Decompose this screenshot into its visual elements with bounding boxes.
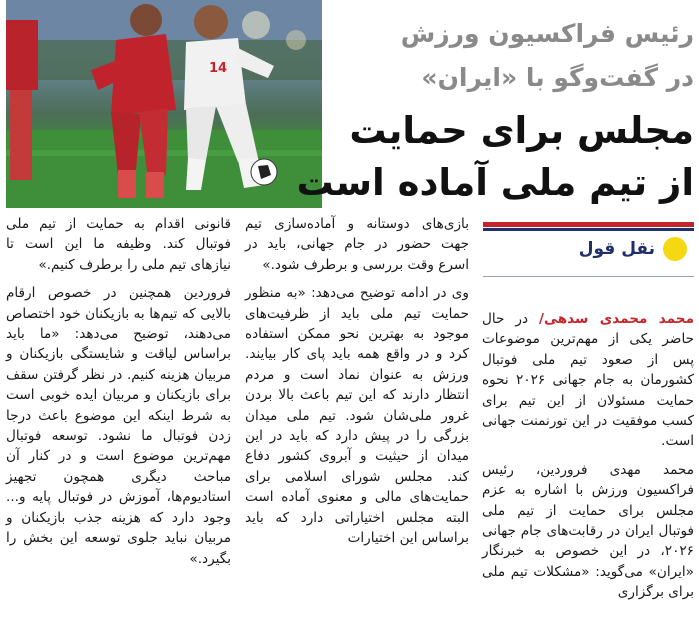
quote-section-label xyxy=(579,237,687,261)
section-divider xyxy=(483,276,694,277)
yellow-dot-icon xyxy=(663,237,687,261)
section-bar-navy xyxy=(483,228,694,231)
paragraph: فروردین همچنین در خصوص ارقام بالایی که تیم‌ها به بازیکنان خود اختصاص می‌دهند، توضیح می‌دهد: «ما باید براساس لیاقت و شایستگی بازیکنان و مربیان هزینه کنیم. در نظر گرفتن سقف برای بازیکنان و مربیان ایده خوبی است به شرط اینکه این موضوع باعث درجا زدن فوتبال ما نشود. توسعه فوتبال مهم‌ترین موضوع است و در کنار آن مباحث دیگری همچون تجهیز استادیوم‌ها، آموزش در فوتبال پایه و... وجود دارد که هزینه جذب بازیکنان و مربیان نباید جلوی توسعه این بخش را بگیرد.» xyxy=(6,285,231,567)
quote-section-text: نقل قول xyxy=(578,239,655,259)
headline-line-2: از تیم ملی آماده است xyxy=(296,161,694,204)
paragraph: بازی‌های دوستانه و آماده‌سازی تیم جهت حضور در جام جهانی، باید در اسرع وقت بررسی و برطرف شود.» xyxy=(245,216,469,273)
article-photo xyxy=(6,0,322,208)
article-column-3 xyxy=(6,214,231,569)
paragraph: وی در ادامه توضیح می‌دهد: «به منظور حمایت تیم ملی باید از ظرفیت‌های موجود به بهترین نحو ممکن استفاده کرد و در واقع همه باید پای کار بیایند. ورزش به عنوان نماد است و مردم انتظار دارند که این تیم باعث بالا بردن غرور ملی‌شان شود. تیم ملی میدان بزرگی را در پیش دارد که باید در این میدان از حیثیت و آبروی کشور دفاع کند. مجلس شورای اسلامی برای حمایت‌های مالی و معنوی آماده است البته مجلس اختیاراتی دارد که باید براساس این اختیارات xyxy=(245,285,469,547)
paragraph xyxy=(482,309,694,452)
section-bar-red xyxy=(483,222,694,227)
author-byline: محمد محمدی سدهی/ xyxy=(539,311,694,327)
paragraph: قانونی اقدام به حمایت از تیم ملی فوتبال کند. وظیفه ما این است تا نیازهای تیم ملی را برطرف کنیم.» xyxy=(6,216,231,273)
kicker-line-2: در گفت‌وگو با «ایران» xyxy=(421,63,694,92)
football-players-illustration xyxy=(6,0,322,208)
article-column-2 xyxy=(245,214,469,549)
jersey-number: 14 xyxy=(209,61,228,76)
headline-line-1: مجلس برای حمایت xyxy=(349,109,694,152)
article-column-1 xyxy=(482,309,694,603)
kicker-line-1: رئیس فراکسیون ورزش xyxy=(400,19,694,48)
paragraph-text: در حال حاضر یکی از مهم‌ترین موضوعات پس از صعود تیم ملی فوتبال کشورمان به جام جهانی ۲۰۲۶ نحوه حمایت مسئولان از این تیم برای کسب موفقیت در این تورنمنت جهانی است. xyxy=(482,311,694,450)
paragraph: محمد مهدی فروردین، رئیس فراکسیون ورزش با اشاره به عزم مجلس برای حمایت از تیم ملی فوتبال ایران در رقابت‌های جام جهانی ۲۰۲۶، در این خصوص به خبرنگار «ایران» می‌گوید: «مشکلات تیم ملی برای برگزاری xyxy=(482,461,694,601)
